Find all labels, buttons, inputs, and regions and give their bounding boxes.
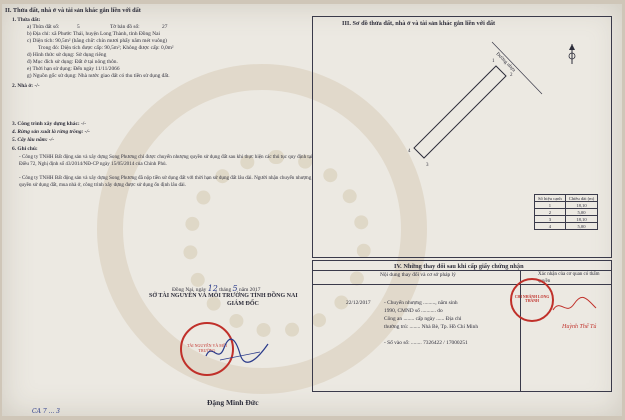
change-line-5: - Số vào sổ: ........ 7326422 / 17000251 xyxy=(384,340,468,346)
confirmation-header: Xác nhận của cơ quan có thẩm quyền xyxy=(538,272,600,284)
vertex-2: 2 xyxy=(510,73,513,78)
vertex-4: 4 xyxy=(408,149,411,154)
parcel-address: b) Địa chỉ: xã Phước Thái, huyện Long Thành, tỉnh Đồng Nai xyxy=(27,31,160,37)
section3-title: III. Sơ đồ thửa đất, nhà ở và tài sản khác gắn liền với đất xyxy=(342,20,496,27)
length-cell: 18,10 xyxy=(565,216,598,223)
stamp-right-text: CHI NHÁNH LONG THÀNH xyxy=(514,295,550,303)
map-sheet-label: Tờ bản đồ số: xyxy=(110,24,140,30)
parcel-sketch xyxy=(374,36,594,186)
sign-year: năm 2017 xyxy=(239,287,261,293)
north-arrow-icon xyxy=(565,42,579,66)
section4-row-line xyxy=(312,284,612,285)
perennial-item: 5. Cây lâu năm: -/- xyxy=(12,137,55,143)
section4-header-line xyxy=(312,270,612,271)
parcel-number: 5 xyxy=(77,24,80,30)
footer-handwriting: CA 7 ... 3 xyxy=(32,408,61,415)
section2-title: II. Thửa đất, nhà ở và tài sản khác gắn liền với đất xyxy=(5,7,141,14)
change-line-1: - Chuyển nhượng ........., năm sinh xyxy=(384,300,458,306)
land-subtitle: 1. Thửa đất: xyxy=(12,17,41,23)
length-cell: 5,00 xyxy=(565,209,598,216)
change-line-2: 1990, CMND số ........... do xyxy=(384,308,443,314)
sign-organization: SỞ TÀI NGUYÊN VÀ MÔI TRƯỜNG TỈNH ĐỒNG NAI xyxy=(149,293,298,299)
change-line-3: Công an ........ cấp ngày ...... Địa chỉ xyxy=(384,316,462,322)
director-signature xyxy=(202,334,272,369)
map-sheet-number: 27 xyxy=(162,24,168,30)
sign-day: 12 xyxy=(207,284,218,293)
change-line-4: thường trú: ........ Nhà Bè, Tp. Hồ Chí Minh xyxy=(384,324,479,330)
table-header-length: Chiều dài (m) xyxy=(565,195,598,202)
construction-item: 3. Công trình xây dựng khác: -/- xyxy=(12,121,87,127)
table-row xyxy=(535,223,598,230)
table-row xyxy=(535,202,598,209)
confirm-signer-name: Huỳnh Thế Tú xyxy=(562,324,597,330)
road-label: Đường nhựa xyxy=(494,51,516,74)
signer-name: Đặng Minh Đức xyxy=(207,398,259,407)
notes-title: 6. Ghi chú: xyxy=(12,146,38,152)
road-edge-line xyxy=(492,42,542,94)
sign-month-label: tháng xyxy=(219,287,232,293)
vertex-3: 3 xyxy=(426,163,429,168)
sign-position: GIÁM ĐỐC xyxy=(227,301,259,307)
land-certificate-page xyxy=(2,4,622,416)
confirm-signature xyxy=(550,294,600,318)
sign-date xyxy=(172,284,260,293)
parcel-outline xyxy=(414,66,506,158)
parcel-area: c) Diện tích: 90,5m² (bằng chữ: chín mươi phẩy năm mét vuông) xyxy=(27,38,167,44)
edge-cell: 1 xyxy=(535,202,566,209)
edge-length-table xyxy=(534,194,598,230)
sign-month: 5 xyxy=(232,284,238,293)
table-row xyxy=(535,209,598,216)
forest-item: 4. Rừng sản xuất là rừng trồng: -/- xyxy=(12,129,90,135)
note-2: - Công ty TNHH Bất động sản và xây dựng Song Phương đã nộp tiền sử dụng đất với thời hạn sử dụng đất lâu dài. Người nhận chuyển nhượng quyền sử dụng đất, mua nhà ở, công trình xây dựng được sử dụng ổn định lâu dài. xyxy=(19,175,312,188)
use-purpose: đ) Mục đích sử dụng: Đất ở tại nông thôn. xyxy=(27,59,118,65)
stamp-left-text: TÀI NGUYÊN VÀ MÔI TRƯỜNG xyxy=(186,343,228,353)
edge-cell: 3 xyxy=(535,216,566,223)
table-row xyxy=(535,216,598,223)
official-stamp-right xyxy=(510,278,554,322)
edge-cell: 2 xyxy=(535,209,566,216)
table-header-edge: Số hiệu cạnh xyxy=(535,195,566,202)
use-form: d) Hình thức sử dụng: Sử dụng riêng xyxy=(27,52,107,58)
vertex-1: 1 xyxy=(492,59,495,64)
house-item: 2. Nhà ở: -/- xyxy=(12,83,40,89)
change-date: 22/12/2017 xyxy=(346,300,371,306)
edge-cell: 4 xyxy=(535,223,566,230)
change-content-header: Nội dung thay đổi và cơ sở pháp lý xyxy=(380,272,456,278)
length-cell: 5,00 xyxy=(565,223,598,230)
parcel-area-detail: Trong đó: Diện tích được cấp: 90,5m²; Không được cấp: 0,0m² xyxy=(38,45,174,51)
length-cell: 18,10 xyxy=(565,202,598,209)
use-origin: g) Nguồn gốc sử dụng: Nhà nước giao đất có thu tiền sử dụng đất. xyxy=(27,73,170,79)
parcel-number-label: a) Thửa đất số: xyxy=(27,24,60,30)
section4-title: IV. Những thay đổi sau khi cấp giấy chứng nhận xyxy=(394,263,524,270)
note-1: - Công ty TNHH Bất động sản và xây dựng Song Phương chỉ được chuyển nhượng quyền sử dụng đất sau khi thực hiện các thủ tục quy định tại Điều 72, Nghị định số 43/2014/NĐ-CP ngày 15/05/2014 của Chính Phủ. xyxy=(19,154,313,167)
use-term: e) Thời hạn sử dụng: Đến ngày 11/11/2066 xyxy=(27,66,120,72)
sign-date-prefix: Đồng Nai, ngày xyxy=(172,287,207,293)
